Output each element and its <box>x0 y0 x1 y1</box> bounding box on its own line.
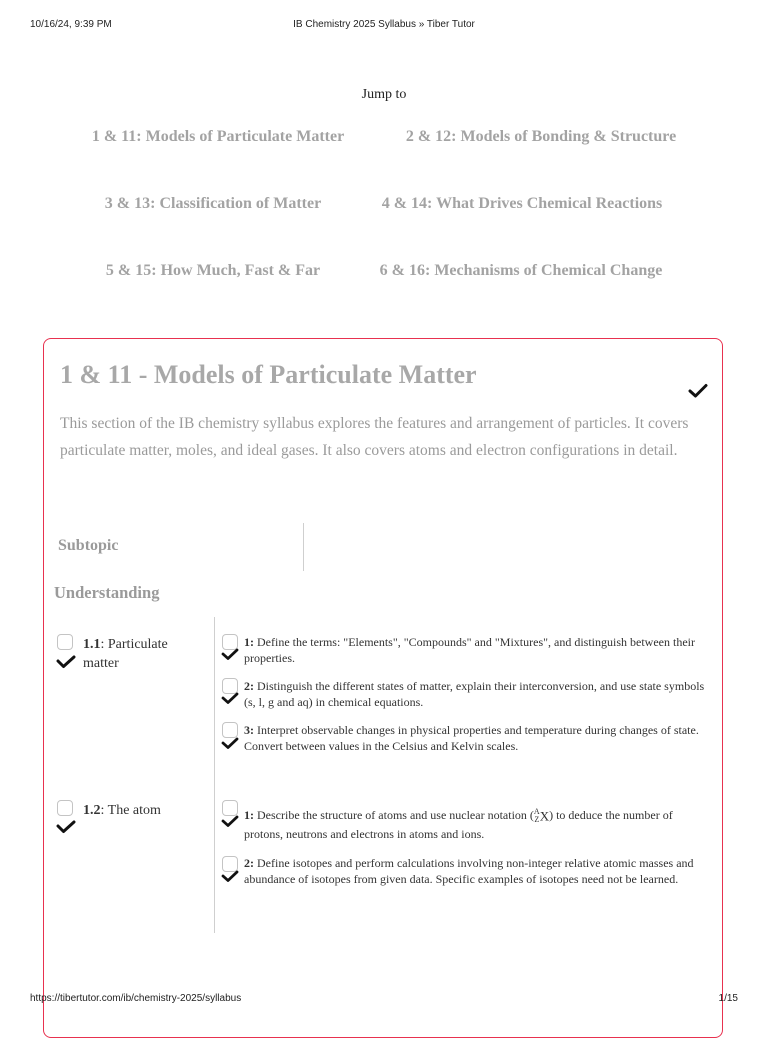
section-title: 1 & 11 - Models of Particulate Matter <box>60 360 477 389</box>
understanding-1-2-1-body-start: Describe the structure of atoms and use nuclear notation ( <box>254 808 534 822</box>
section-description: This section of the IB chemistry syllabus explores the features and arrangement of particles. It covers particulate matter, moles, and ideal gases. It also covers atoms and electron configurations in detail. <box>60 415 689 459</box>
understanding-1-2-1-text <box>244 806 714 844</box>
print-title: IB Chemistry 2025 Syllabus » Tiber Tutor <box>293 19 475 30</box>
jump-link-mechanisms-of-chemical-change[interactable]: 6 & 16: Mechanisms of Chemical Change <box>379 262 663 279</box>
print-page-number: 1/15 <box>718 993 738 1004</box>
understanding-1-1-1-body: Define the terms: "Elements", "Compounds" and "Mixtures", and distinguish between their properties. <box>244 635 695 665</box>
nuclear-notation-mass-number: A <box>533 807 540 817</box>
jump-link-models-of-particulate-matter[interactable]: 1 & 11: Models of Particulate Matter <box>91 128 345 145</box>
print-url: https://tibertutor.com/ib/chemistry-2025/syllabus <box>30 993 242 1004</box>
understanding-1-1-3-checkbox[interactable] <box>222 722 238 738</box>
jump-link-classification-of-matter[interactable]: 3 & 13: Classification of Matter <box>104 195 322 212</box>
section-complete-check-icon[interactable] <box>688 383 708 399</box>
subtopic-1-2-check-icon <box>56 820 76 834</box>
understanding-column-header: Understanding <box>54 583 160 602</box>
understanding-1-2-2-body: Define isotopes and perform calculations involving non-integer relative atomic masses and abundance of isotopes from given data. Specific examples of isotopes need not be learned. <box>244 856 694 886</box>
subtopic-1-2-number: 1.2 <box>83 803 101 818</box>
understanding-1-1-2-number: 2: <box>244 679 254 693</box>
understanding-1-1-3-body: Interpret observable changes in physical properties and temperature during changes of state. Convert between values in the Celsius and Kelvin scales. <box>244 723 699 753</box>
understanding-1-2-2-number: 2: <box>244 856 254 870</box>
understanding-1-1-1-check-icon <box>221 648 239 661</box>
understanding-1-1-2-body: Distinguish the different states of matter, explain their interconversion, and use state symbols (s, l, g and aq) in chemical equations. <box>244 679 705 709</box>
subtopic-1-2-name: : The atom <box>100 803 161 818</box>
nuclear-notation <box>534 808 549 824</box>
print-datetime: 10/16/24, 9:39 PM <box>30 19 112 30</box>
header-divider <box>303 523 304 571</box>
understanding-1-2-2-text <box>244 856 714 887</box>
understanding-1-2-2-check-icon <box>221 870 239 883</box>
understanding-1-2-1-number: 1: <box>244 808 254 822</box>
jump-link-what-drives-chemical-reactions[interactable]: 4 & 14: What Drives Chemical Reactions <box>381 195 663 212</box>
jump-link-models-of-bonding-structure[interactable]: 2 & 12: Models of Bonding & Structure <box>405 128 677 145</box>
nuclear-notation-symbol: X <box>539 808 550 824</box>
understanding-1-1-2-check-icon <box>221 692 239 705</box>
subtopic-column-header: Subtopic <box>58 537 119 554</box>
understanding-1-2-1-body-end: ) to deduce the number of protons, neutrons and electrons in atoms and ions. <box>244 808 673 841</box>
subtopic-1-1-name: : Particulate matter <box>83 637 168 671</box>
understanding-1-1-3-number: 3: <box>244 723 254 737</box>
subtopic-1-1-checkbox[interactable] <box>57 634 73 650</box>
jump-link-how-much-fast-far[interactable]: 5 & 15: How Much, Fast & Far <box>105 262 321 279</box>
understanding-1-1-1-number: 1: <box>244 635 254 649</box>
subtopic-1-1-check-icon <box>56 655 76 669</box>
understanding-1-1-3-check-icon <box>221 737 239 750</box>
understanding-1-2-1-check-icon <box>221 815 239 828</box>
jump-to-label: Jump to <box>361 87 407 102</box>
understanding-1-1-3-text <box>244 723 714 754</box>
subtopic-1-2-checkbox[interactable] <box>57 800 73 816</box>
subtopic-1-1-number: 1.1 <box>83 637 101 652</box>
subtopic-1-1-label <box>83 635 193 673</box>
understanding-1-1-1-text <box>244 635 714 666</box>
understanding-1-2-1-checkbox[interactable] <box>222 800 238 816</box>
subtopic-1-2-label <box>83 801 203 820</box>
nuclear-notation-atomic-number: Z <box>534 815 540 825</box>
understanding-1-1-2-text <box>244 679 714 710</box>
column-divider <box>214 617 215 933</box>
